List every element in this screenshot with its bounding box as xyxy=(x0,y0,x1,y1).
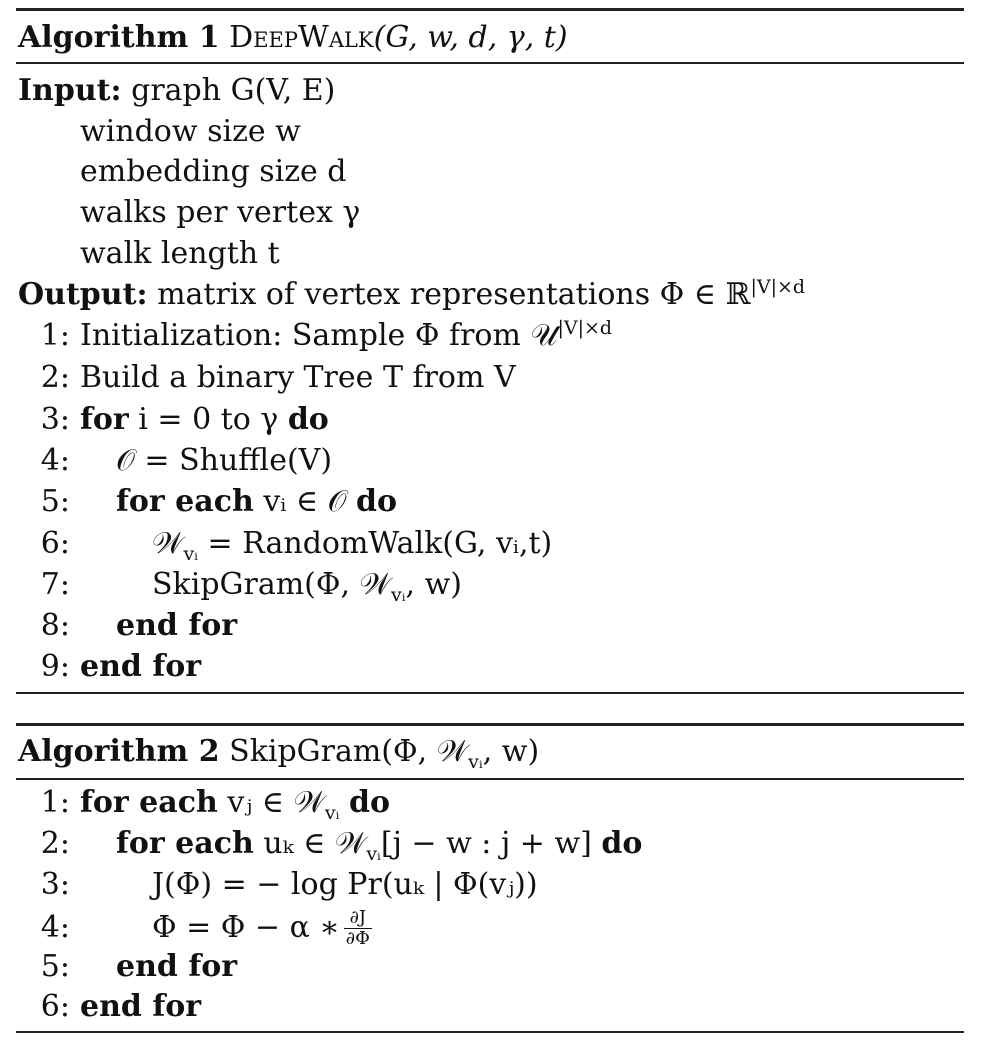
step-sub: vᵢ xyxy=(183,543,199,565)
alg2-step-2 xyxy=(18,826,643,865)
input-length: walk length t xyxy=(80,236,280,271)
keyword: do xyxy=(349,785,391,820)
alg1-bottom-rule xyxy=(16,692,964,694)
alg2-title-end: , w) xyxy=(482,734,540,769)
alg2-step-3 xyxy=(18,867,538,903)
keyword: end for xyxy=(80,649,202,684)
keyword: for each xyxy=(80,785,218,820)
alg1-title-rule xyxy=(16,62,964,64)
alg1-title-label: Algorithm 1 xyxy=(18,20,220,55)
alg1-top-rule xyxy=(16,8,964,11)
output-label: Output: xyxy=(18,277,148,312)
step-text: Initialization: Sample Φ from 𝒰 xyxy=(80,318,558,353)
alg2-title-label: Algorithm 2 xyxy=(18,734,220,769)
step-text: vⱼ ∈ 𝒲 xyxy=(217,785,325,820)
input-label: Input: xyxy=(18,73,122,108)
fraction-denominator: ∂Φ xyxy=(345,928,370,949)
keyword: do xyxy=(601,826,643,861)
alg2-step-5 xyxy=(18,949,237,985)
input-embedding: embedding size d xyxy=(80,154,347,189)
alg1-step-5 xyxy=(18,484,397,520)
step-number: 1: xyxy=(40,318,70,353)
step-text: i = 0 to γ xyxy=(128,402,288,437)
alg1-step-8 xyxy=(18,608,237,644)
keyword: for each xyxy=(116,826,254,861)
alg1-title-args: (G, w, d, γ, t) xyxy=(373,20,568,55)
alg1-step-2 xyxy=(18,360,516,396)
alg2-top-rule xyxy=(16,723,964,726)
step-text: vᵢ ∈ 𝒪 xyxy=(253,484,357,519)
step-number: 5: xyxy=(40,484,70,519)
step-sup: |V|×d xyxy=(557,317,613,339)
step-text: Build a binary Tree T from V xyxy=(80,360,516,395)
output-sup: |V|×d xyxy=(750,276,806,298)
alg2-step-6 xyxy=(18,989,201,1025)
alg1-step-9 xyxy=(18,649,201,685)
partial-fraction xyxy=(344,908,372,949)
alg1-title-name: DeepWalk xyxy=(229,20,374,55)
step-number: 5: xyxy=(40,949,70,984)
alg1-output-line xyxy=(18,277,805,313)
keyword: for each xyxy=(116,484,254,519)
alg2-step-4 xyxy=(18,908,372,949)
input-graph: graph G(V, E) xyxy=(131,73,336,108)
input-window: window size w xyxy=(80,114,301,149)
alg2-title-name: SkipGram(Φ, 𝒲 xyxy=(229,734,469,769)
step-text: SkipGram(Φ, 𝒲 xyxy=(152,567,391,602)
alg2-step-1 xyxy=(18,785,391,824)
step-number: 9: xyxy=(40,649,70,684)
alg1-step-3 xyxy=(18,402,329,438)
input-walks: walks per vertex γ xyxy=(80,195,361,230)
step-text: 𝒲 xyxy=(152,526,184,561)
keyword: do xyxy=(287,402,329,437)
step-sub: vᵢ xyxy=(390,584,406,606)
step-text: 𝒪 = Shuffle(V) xyxy=(116,443,333,478)
step-number: 2: xyxy=(40,826,70,861)
step-text: Φ = Φ − α ∗ xyxy=(152,909,340,945)
step-text: uₖ ∈ 𝒲 xyxy=(253,826,367,861)
keyword: for xyxy=(80,402,129,437)
output-text: matrix of vertex representations Φ ∈ ℝ xyxy=(157,277,751,312)
step-number: 3: xyxy=(40,867,70,902)
keyword: end for xyxy=(80,989,202,1024)
step-number: 6: xyxy=(40,989,70,1024)
keyword: do xyxy=(356,484,398,519)
alg1-input-line xyxy=(18,73,335,109)
step-sub: vᵢ xyxy=(366,843,381,865)
alg1-step-7 xyxy=(18,567,463,606)
alg1-title xyxy=(18,20,568,56)
fraction-numerator: ∂J xyxy=(344,908,372,929)
step-number: 8: xyxy=(40,608,70,643)
step-text: J(Φ) = − log Pr(uₖ | Φ(vⱼ)) xyxy=(152,867,538,902)
alg1-step-4 xyxy=(18,443,332,479)
keyword: end for xyxy=(116,608,238,643)
step-text: [j − w : j + w] xyxy=(380,826,602,861)
step-number: 2: xyxy=(40,360,70,395)
step-text: , w) xyxy=(405,567,463,602)
step-number: 6: xyxy=(40,526,70,561)
alg2-title-rule xyxy=(16,778,964,780)
step-number: 1: xyxy=(40,785,70,820)
step-number: 4: xyxy=(40,443,70,478)
alg1-step-6 xyxy=(18,526,553,565)
keyword: end for xyxy=(116,949,238,984)
step-text: = RandomWalk(G, vᵢ,t) xyxy=(198,526,553,561)
step-number: 3: xyxy=(40,402,70,437)
alg2-title xyxy=(18,734,540,773)
step-sub: vᵢ xyxy=(324,802,340,824)
alg1-step-1 xyxy=(18,318,612,354)
alg2-bottom-rule xyxy=(16,1031,964,1033)
step-number: 7: xyxy=(40,567,70,602)
alg2-title-sub: vᵢ xyxy=(468,751,483,773)
step-number: 4: xyxy=(40,909,70,945)
